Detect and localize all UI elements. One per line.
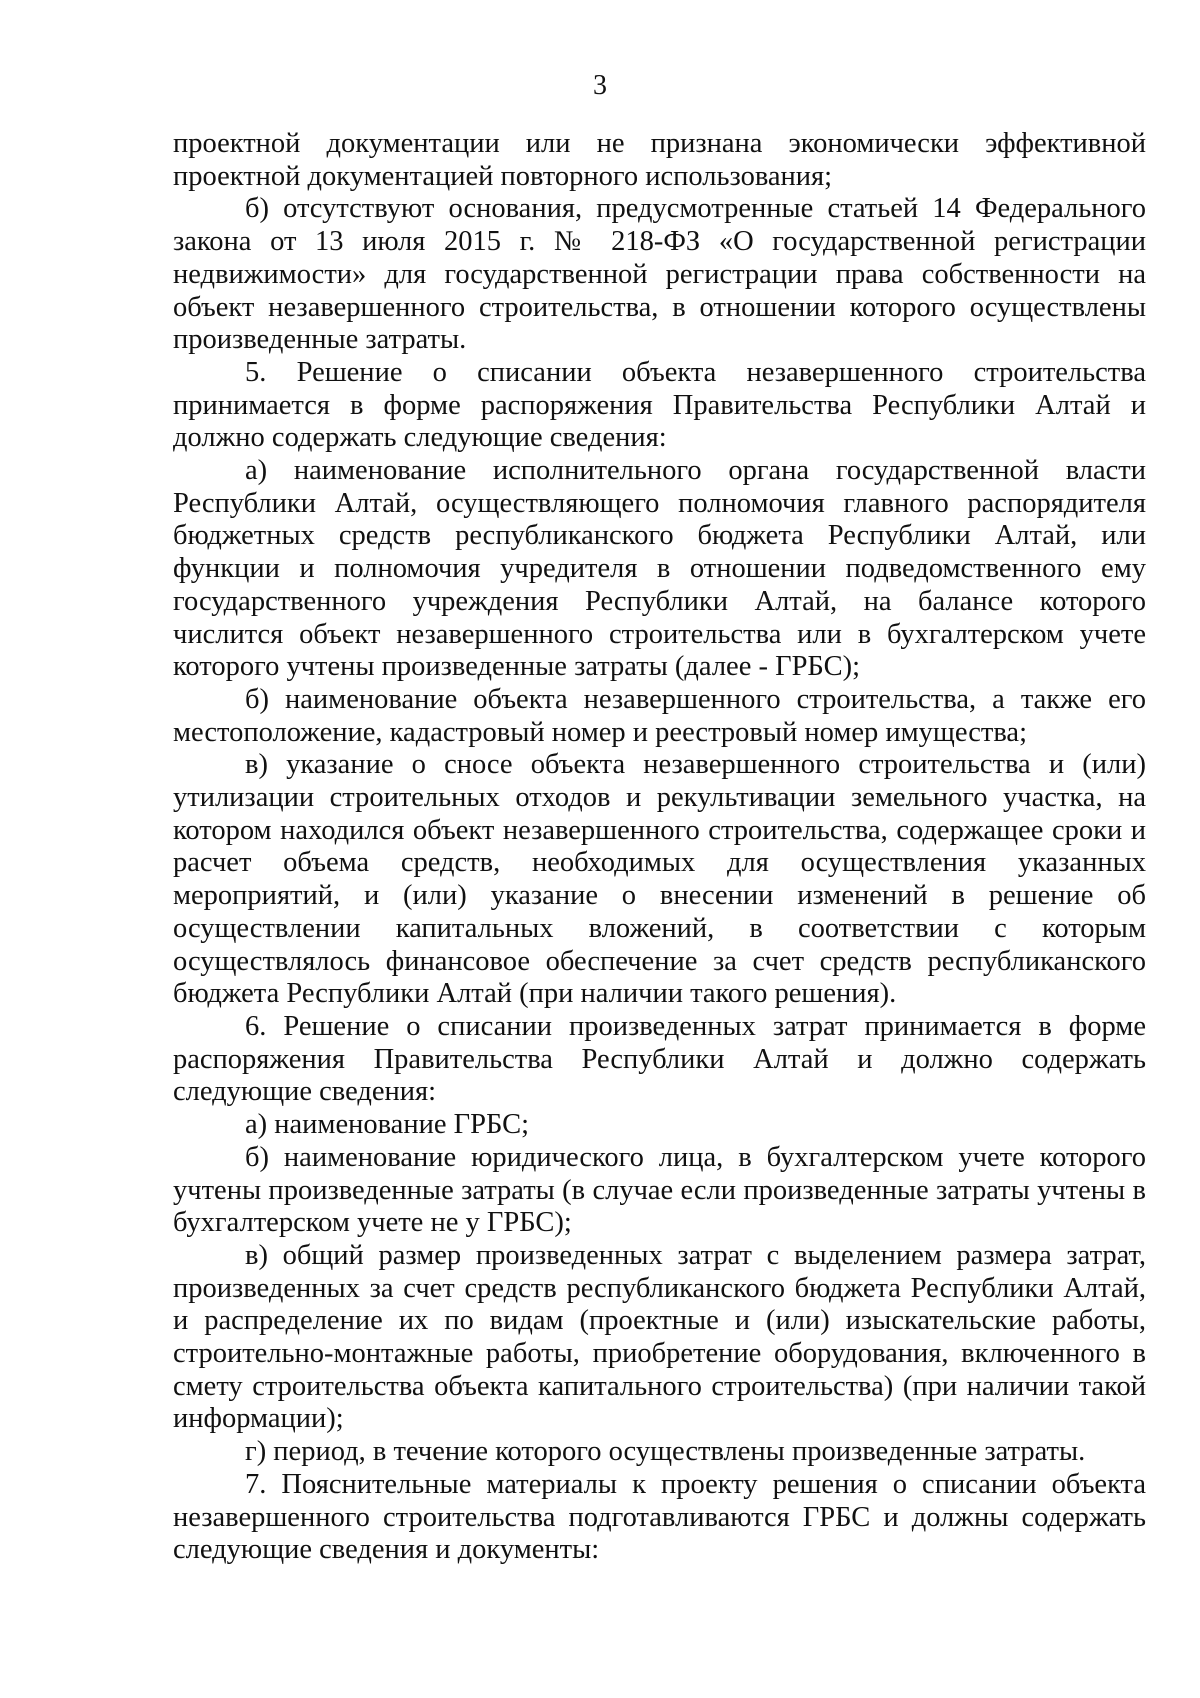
- paragraph: в) общий размер произведенных затрат с выделением размера затрат, произведенных за счет средств республиканского бюджета Республики Алтай, и распределение их по видам (проектные и (или) изыскательские работы, строительно-монтажные работы, приобретение оборудования, включенного в смету строительства объекта капитального строительства) (при наличии такой информации);: [173, 1239, 1146, 1435]
- page-number: 3: [593, 70, 607, 101]
- paragraph: 5. Решение о списании объекта незавершенного строительства принимается в форме распоряжения Правительства Республики Алтай и должно содержать следующие сведения:: [173, 356, 1146, 454]
- paragraph: а) наименование исполнительного органа государственной власти Республики Алтай, осуществляющего полномочия главного распорядителя бюджетных средств республиканского бюджета Республики Алтай, или функции и полномочия учредителя в отношении подведомственного ему государственного учреждения Республики Алтай, на балансе которого числится объект незавершенного строительства или в бухгалтерском учете которого учтены произведенные затраты (далее - ГРБС);: [173, 455, 1146, 683]
- document-body: [173, 128, 1146, 1567]
- paragraph: б) наименование юридического лица, в бухгалтерском учете которого учтены произведенные затраты (в случае если произведенные затраты учтены в бухгалтерском учете не у ГРБС);: [173, 1141, 1146, 1239]
- paragraph: б) отсутствуют основания, предусмотренные статьей 14 Федерального закона от 13 июля 2015 г. № 218-ФЗ «О государственной регистрации недвижимости» для государственной регистрации права собственности на объект незавершенного строительства, в отношении которого осуществлены произведенные затраты.: [173, 193, 1146, 356]
- paragraph: а) наименование ГРБС;: [245, 1109, 530, 1141]
- paragraph: г) период, в течение которого осуществлены произведенные затраты.: [245, 1436, 1086, 1468]
- paragraph: б) наименование объекта незавершенного строительства, а также его местоположение, кадастровый номер и реестровый номер имущества;: [173, 683, 1146, 748]
- paragraph: проектной документации или не признана экономически эффективной проектной документацией повторного использования;: [173, 128, 1146, 192]
- paragraph: 7. Пояснительные материалы к проекту решения о списании объекта незавершенного строительства подготавливаются ГРБС и должны содержать следующие сведения и документы:: [173, 1468, 1146, 1566]
- paragraph: 6. Решение о списании произведенных затрат принимается в форме распоряжения Правительства Республики Алтай и должно содержать следующие сведения:: [173, 1010, 1146, 1108]
- paragraph: в) указание о сносе объекта незавершенного строительства и (или) утилизации строительных отходов и рекультивации земельного участка, на котором находился объект незавершенного строительства, содержащее сроки и расчет объема средств, необходимых для осуществления указанных мероприятий, и (или) указание о внесении изменений в решение об осуществлении капитальных вложений, в соответствии с которым осуществлялось финансовое обеспечение за счет средств республиканского бюджета Республики Алтай (при наличии такого решения).: [173, 749, 1146, 1010]
